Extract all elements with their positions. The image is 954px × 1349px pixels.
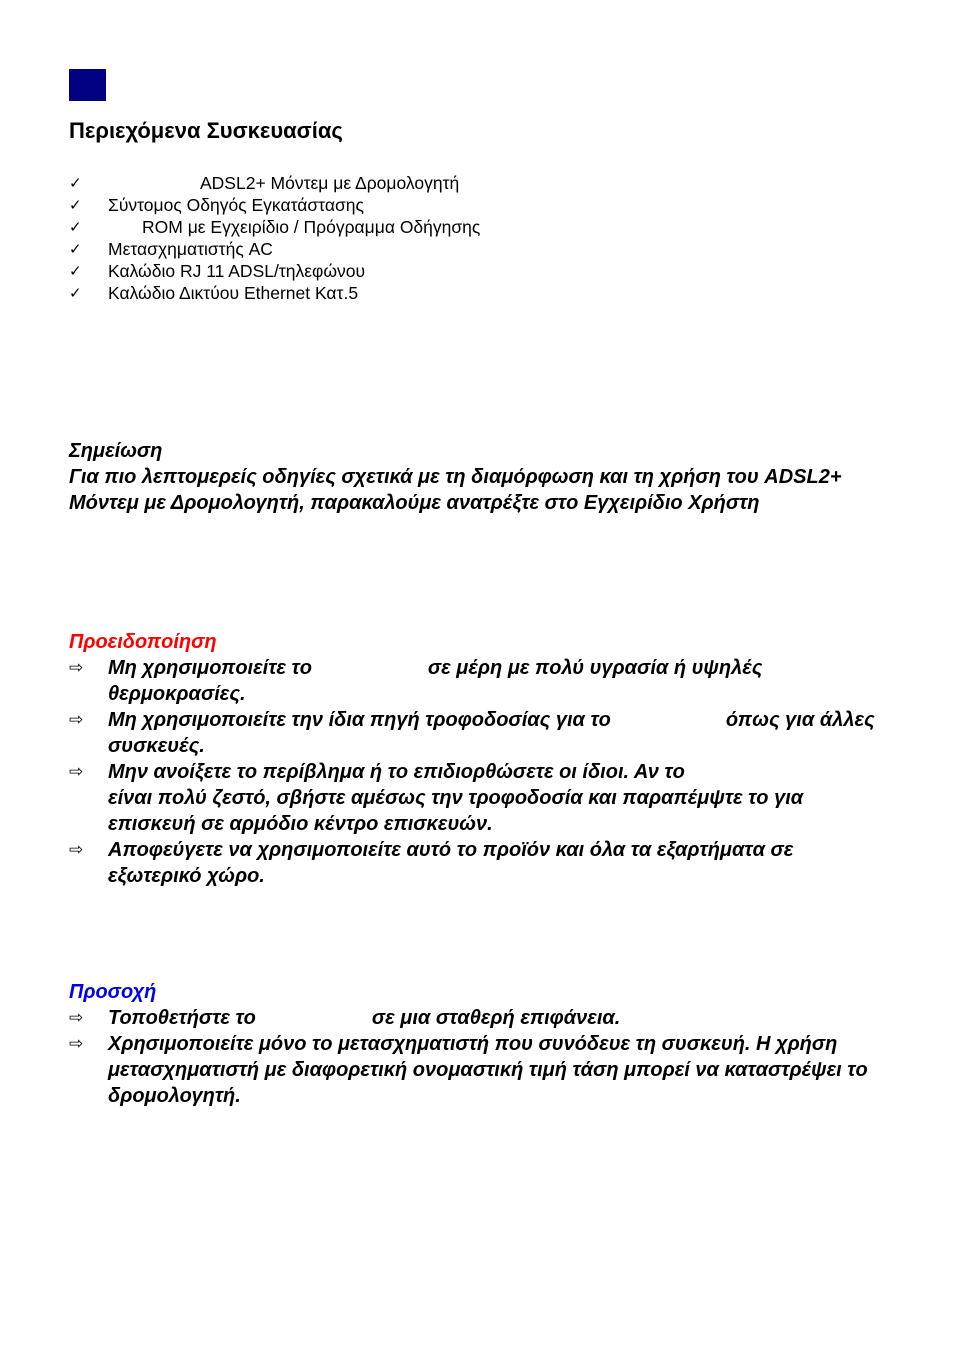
warning-title: Προειδοποίηση: [69, 631, 217, 653]
check-icon: ✓: [69, 218, 82, 236]
list-item: [69, 1005, 889, 1031]
note-block: [69, 438, 869, 516]
item-text-cont: είναι πολύ ζεστό, σβήστε αμέσως την τροφοδοσία και παραπέμψτε το για επισκευή σε αρμόδιο κέντρο επισκευών.: [108, 787, 804, 835]
list-item-text: Μετασχηματιστής AC: [108, 239, 273, 259]
check-icon: ✓: [69, 284, 82, 302]
list-item: [69, 172, 480, 194]
list-item-text: Καλώδιο Δικτύου Ethernet Κατ.5: [108, 283, 359, 303]
item-text: Μη χρησιμοποιείτε την ίδια πηγή τροφοδοσίας για το: [108, 709, 611, 731]
item-text: Τοποθετήστε το: [108, 1007, 256, 1029]
arrow-right-icon: ⇨: [69, 1008, 84, 1028]
list-item: [69, 260, 480, 282]
list-item: [69, 1031, 889, 1109]
list-item: [69, 216, 480, 238]
chapter-marker: [69, 69, 106, 101]
list-item: [69, 282, 480, 304]
note-title: Σημείωση: [69, 440, 163, 462]
arrow-right-icon: ⇨: [69, 762, 84, 782]
check-icon: ✓: [69, 174, 82, 192]
list-item-text: Σύντομος Οδηγός Εγκατάστασης: [108, 195, 364, 215]
list-item: [69, 194, 480, 216]
list-item-text: ADSL2+ Μόντεμ με Δρομολογητή: [200, 173, 460, 193]
page-title: Περιεχόμενα Συσκευασίας: [69, 118, 343, 143]
item-text: Μη χρησιμοποιείτε το: [108, 657, 312, 679]
caution-title: Προσοχή: [69, 981, 157, 1003]
list-item: [69, 707, 889, 759]
list-item: [69, 837, 889, 889]
item-text: Μην ανοίξετε το περίβλημα ή το επιδιορθώσετε οι ίδιοι. Αν το: [108, 761, 685, 783]
package-contents-list: [69, 172, 480, 304]
arrow-right-icon: ⇨: [69, 710, 84, 730]
item-text-cont: σε μια σταθερή επιφάνεια.: [371, 1007, 621, 1029]
check-icon: ✓: [69, 262, 82, 280]
list-item-text: ROM με Εγχειρίδιο / Πρόγραμμα Οδήγησης: [142, 217, 481, 237]
list-item: [69, 759, 889, 837]
list-item: [69, 238, 480, 260]
list-item: [69, 655, 889, 707]
caution-list: [69, 1005, 889, 1109]
list-item-text: Καλώδιο RJ 11 ADSL/τηλεφώνου: [108, 261, 366, 281]
warning-list: [69, 655, 889, 889]
arrow-right-icon: ⇨: [69, 1034, 84, 1054]
item-text-cont: όπως για άλλες συσκευές.: [108, 709, 875, 757]
arrow-right-icon: ⇨: [69, 658, 84, 678]
note-text: Για πιο λεπτομερείς οδηγίες σχετικά με τη διαμόρφωση και τη χρήση του ADSL2+ Μόντεμ με Δρομολογητή, παρακαλούμε ανατρέξτε στο Εγχειρίδιο Χρήστη: [69, 466, 842, 514]
item-text: Αποφεύγετε να χρησιμοποιείτε αυτό το προϊόν και όλα τα εξαρτήματα σε εξωτερικό χώρο.: [108, 839, 794, 887]
check-icon: ✓: [69, 196, 82, 214]
arrow-right-icon: ⇨: [69, 840, 84, 860]
item-text: Χρησιμοποιείτε μόνο το μετασχηματιστή που συνόδευε τη συσκευή. Η χρήση μετασχηματιστή με διαφορετική ονομαστική τιμή τάση μπορεί να καταστρέψει το δρομολογητή.: [108, 1033, 868, 1107]
check-icon: ✓: [69, 240, 82, 258]
item-text-cont: σε μέρη με πολύ υγρασία ή υψηλές θερμοκρασίες.: [108, 657, 763, 705]
